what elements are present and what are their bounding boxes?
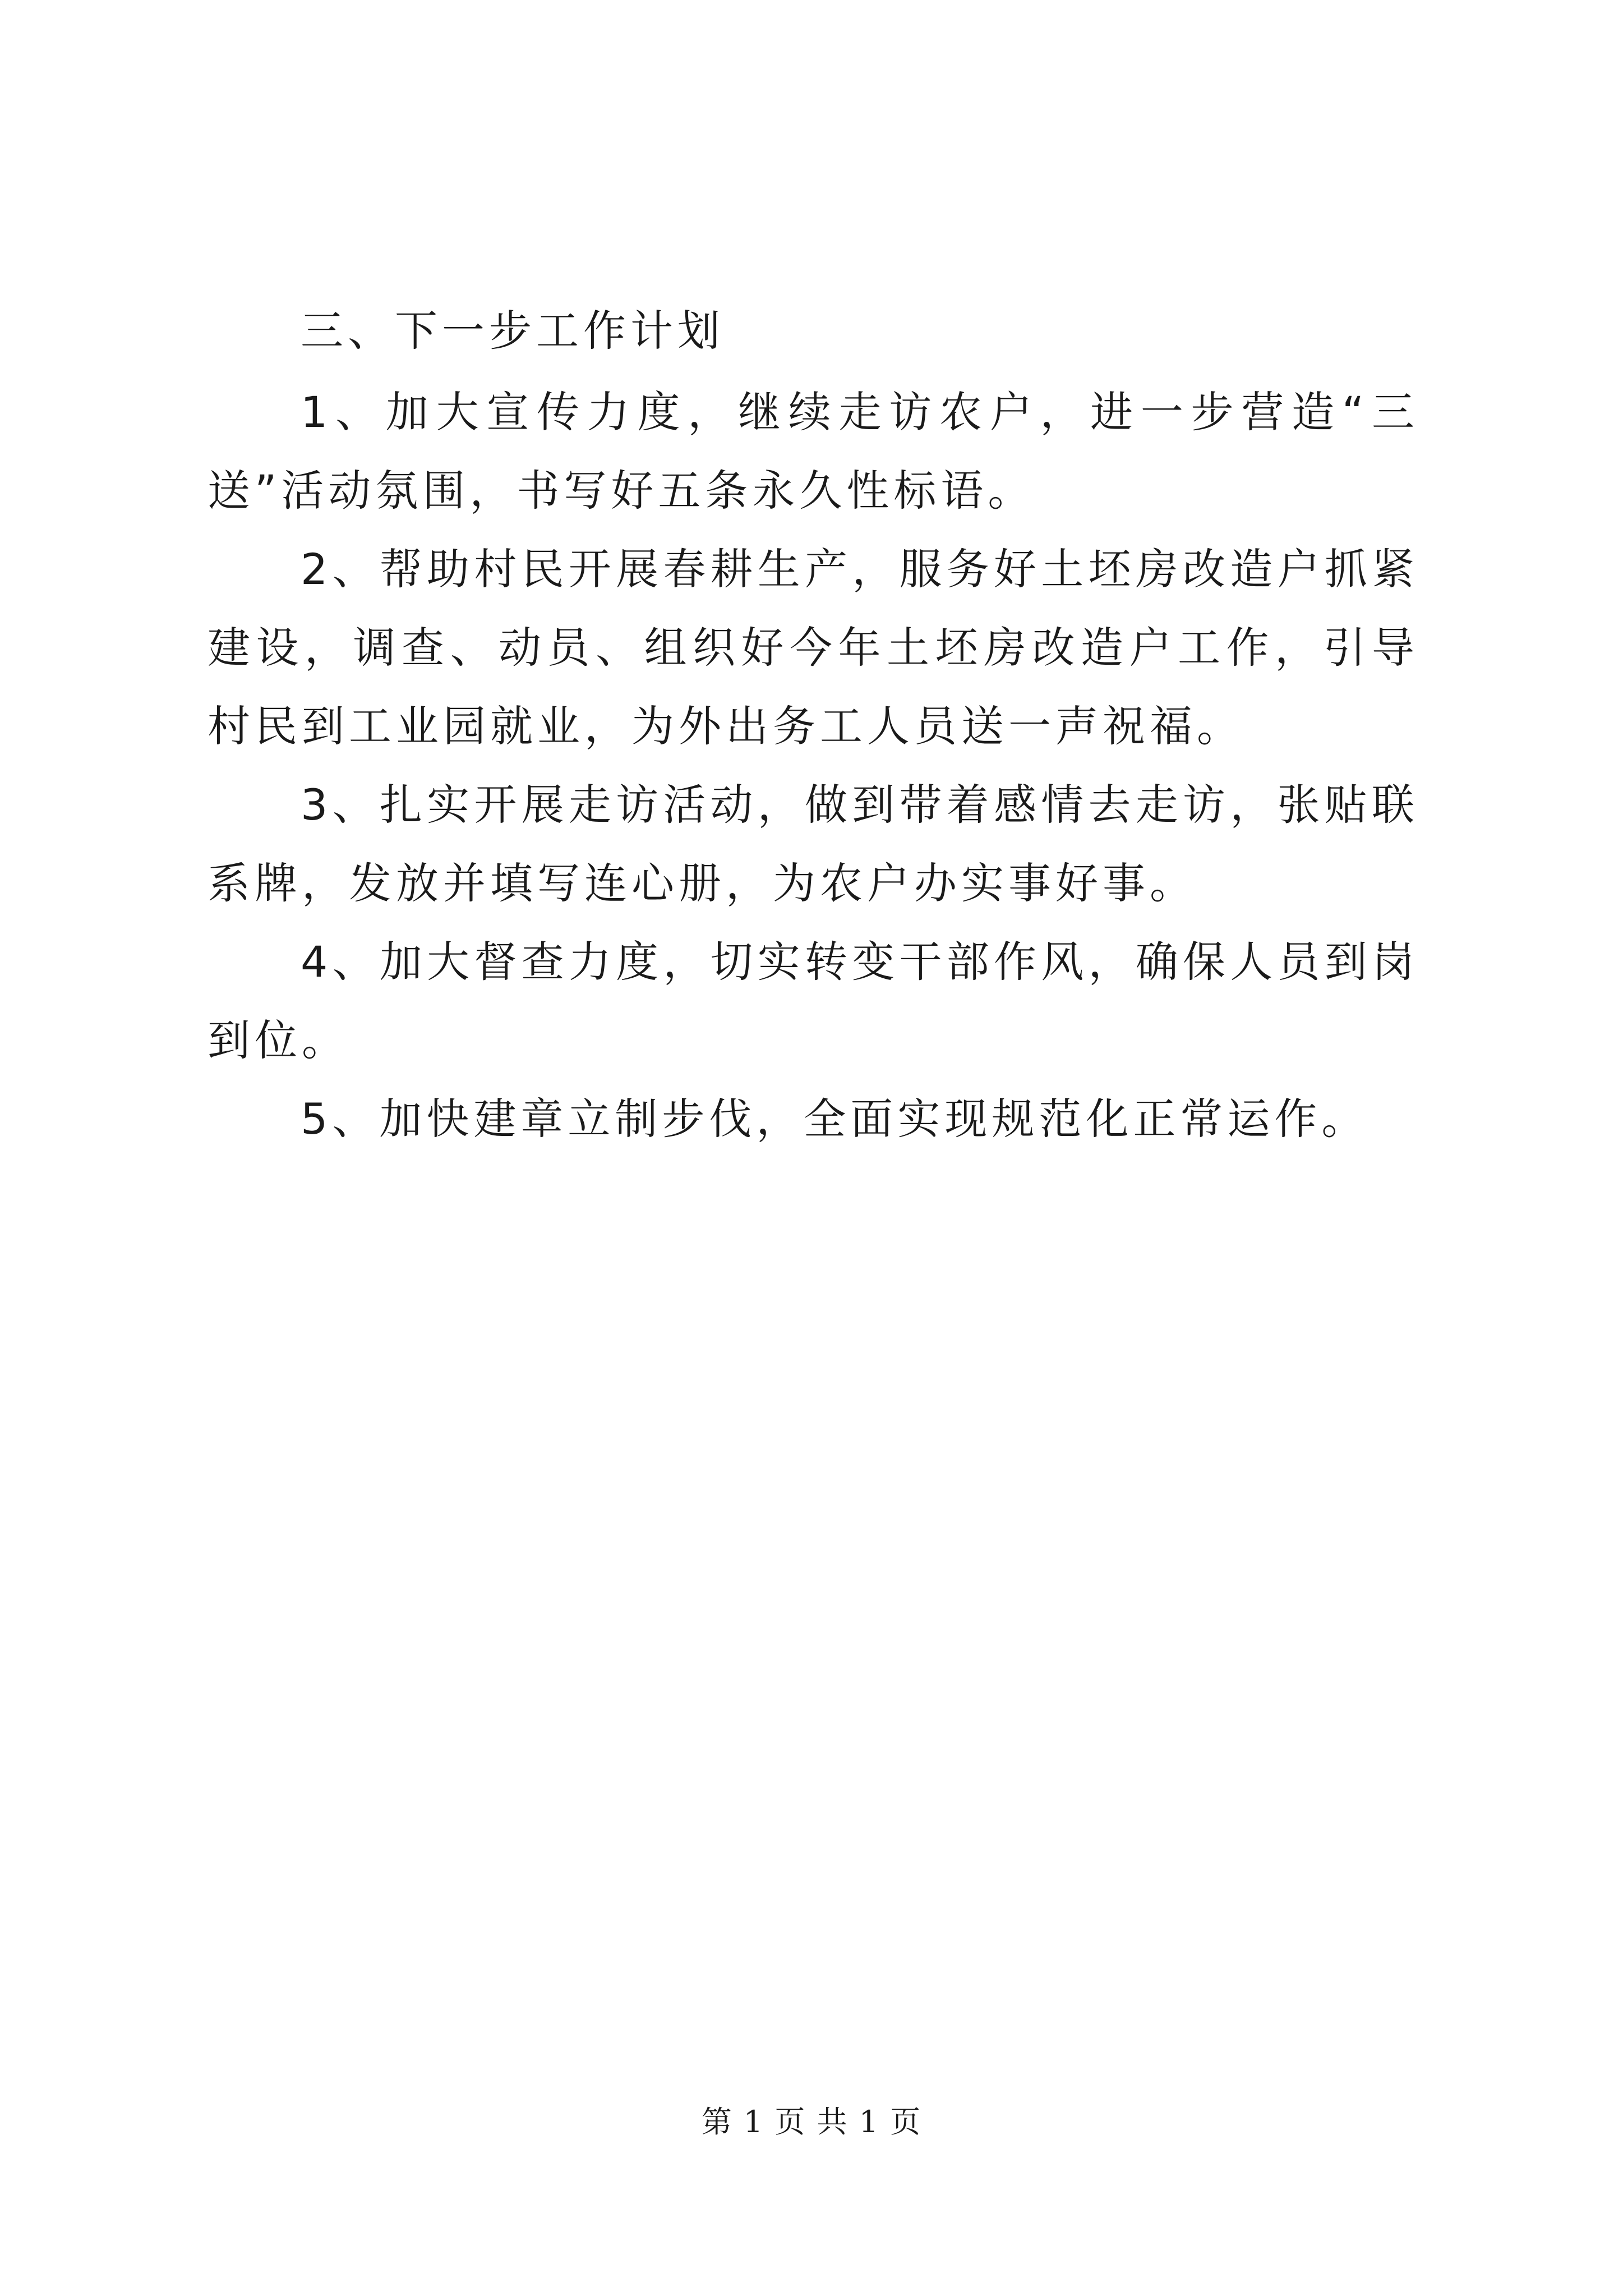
page-footer: 第 1 页 共 1 页 [701,2104,922,2139]
plan-item-5: 5、加快建章立制步伐，全面实现规范化正常运作。 [301,1094,1369,1144]
plan-item-1: 1、加大宣传力度，继续走访农户，进一步营造“三送”活动氛围，书写好五条永久性标语。 [208,387,1419,516]
plan-item-2: 2、帮助村民开展春耕生产，服务好土坯房改造户抓紧建设，调查、动员、组织好今年土坯房改造户工作，引导村民到工业园就业，为外出务工人员送一声祝福。 [208,544,1419,751]
document-body [208,292,1419,1158]
plan-item-3: 3、扎实开展走访活动，做到带着感情去走访，张贴联系牌，发放并填写连心册，为农户办实事好事。 [208,780,1419,908]
plan-item-4: 4、加大督查力度，切实转变干部作风，确保人员到岗到位。 [208,937,1419,1065]
section-heading: 三、下一步工作计划 [301,306,725,356]
